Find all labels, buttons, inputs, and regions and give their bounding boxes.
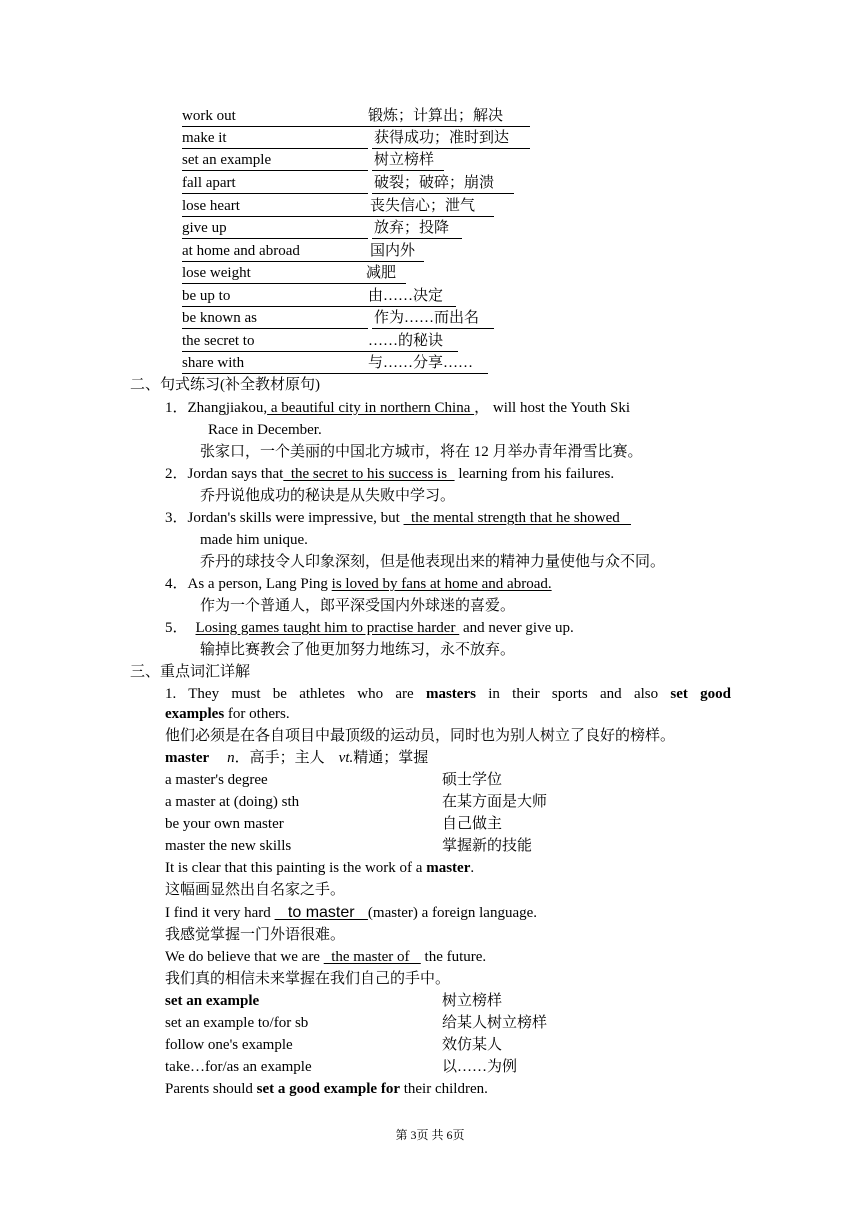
sentence-translation: 作为一个普通人，郎平深受国内外球迷的喜爱。	[200, 598, 516, 614]
phrase-row	[182, 196, 542, 218]
example-translation: 我感觉掌握一门外语很难。	[165, 927, 346, 943]
sentence-translation: 乔丹的球技令人印象深刻，但是他表现出来的精神力量使他与众不同。	[200, 554, 666, 570]
sentence-text: As a person, Lang Ping	[187, 576, 332, 592]
answer-blank: the mental strength that he showed	[403, 510, 631, 526]
text: for others.	[224, 706, 290, 722]
phrase-en: share with	[182, 353, 368, 374]
phrase-row	[182, 308, 542, 330]
example-sentence	[165, 1079, 488, 1099]
sentence-text: Jordan's skills were impressive, but	[187, 510, 404, 526]
headword: master	[165, 750, 210, 766]
sentence-text: ， will host the Youth Ski	[474, 400, 630, 416]
example-sentence	[165, 858, 474, 878]
phrase-zh: 效仿某人	[442, 1037, 503, 1053]
sentence-text: and never give up.	[459, 620, 574, 636]
headword-zh: 树立榜样	[442, 993, 503, 1009]
sentence-2	[165, 464, 614, 484]
sentence-5	[165, 618, 574, 638]
phrase-row	[182, 150, 542, 172]
phrase-en: fall apart	[182, 173, 368, 194]
phrase-zh: 自己做主	[442, 816, 503, 832]
text: in their sports and also	[475, 686, 671, 702]
example-sentence	[165, 947, 486, 967]
sentence-text: Jordan says that	[187, 466, 284, 482]
phrase-zh: 放弃；投降	[372, 218, 462, 239]
phrase-row	[182, 286, 542, 308]
text: We do believe that we are	[165, 949, 324, 965]
phrase-zh: 丧失信心；泄气	[368, 196, 494, 217]
phrase-en: master the new skills	[165, 838, 292, 854]
phrase-row	[182, 353, 542, 375]
sentence-4	[165, 574, 552, 594]
phrase-zh: 以……为例	[442, 1059, 518, 1075]
phrase-en: take…for/as an example	[165, 1059, 312, 1075]
sentence-3	[165, 508, 631, 528]
phrase-row	[182, 106, 542, 128]
sentence-text: learning from his failures.	[454, 466, 615, 482]
answer-blank: a beautiful city in northern China	[267, 400, 475, 416]
section-heading: 三、重点词汇详解	[130, 664, 251, 680]
text: Parents should	[165, 1081, 257, 1097]
phrase-en: the secret to	[182, 331, 368, 352]
example-sentence	[165, 903, 537, 923]
text: I find it very hard	[165, 905, 275, 921]
phrase-zh: 掌握新的技能	[442, 838, 533, 854]
vocab-entry-set-an-example	[165, 991, 259, 1011]
sentence-number: 4．	[165, 576, 188, 592]
example-translation: 我们真的相信未来掌握在我们自己的手中。	[165, 971, 451, 987]
example-translation: 这幅画显然出自名家之手。	[165, 882, 346, 898]
sentence-number: 2．	[165, 466, 188, 482]
vocab-translation: 他们必须是在各自项目中最顶级的运动员，同时也为别人树立了良好的榜样。	[165, 728, 676, 744]
sentence-text: Zhangjiakou,	[187, 400, 268, 416]
phrase-zh: 硕士学位	[442, 772, 503, 788]
sentence-translation: 输掉比赛教会了他更加努力地练习，永不放弃。	[200, 642, 516, 658]
phrase-zh: 获得成功；准时到达	[372, 128, 530, 149]
phrase-en: set an example to/for sb	[165, 1015, 309, 1031]
answer-blank: to master	[274, 904, 368, 921]
part-of-speech: n	[227, 750, 235, 766]
sentence-number: 5．	[165, 620, 188, 636]
phrase-zh: 与……分享……	[366, 353, 488, 374]
sentence-number: 3．	[165, 510, 188, 526]
bold-word: masters	[425, 686, 476, 702]
phrase-en: a master's degree	[165, 772, 268, 788]
text: It is clear that this painting is the work of a	[165, 860, 427, 876]
sentence-translation: 张家口，一个美丽的中国北方城市，将在 12 月举办青年滑雪比赛。	[200, 444, 643, 460]
sentence-1	[165, 398, 630, 418]
phrase-en: make it	[182, 128, 368, 149]
phrase-row	[182, 218, 542, 240]
section-heading: 二、句式练习(补全教材原句)	[130, 377, 320, 393]
bold-word: master	[426, 860, 471, 876]
headword: set an example	[165, 993, 260, 1009]
sentence-continuation: made him unique.	[200, 532, 308, 548]
phrase-row	[182, 241, 542, 263]
phrase-en: lose weight	[182, 263, 368, 284]
page-footer: 第 3页 共 6页	[395, 1128, 465, 1142]
phrase-en: follow one's example	[165, 1037, 293, 1053]
text: .	[470, 860, 475, 876]
answer-blank: Losing games taught him to practise harder	[195, 620, 460, 636]
phrase-zh: 锻炼；计算出；解决	[366, 106, 530, 127]
phrase-zh: ……的秘诀	[366, 331, 458, 352]
phrase-zh: 树立榜样	[372, 150, 444, 171]
phrase-zh: 破裂；破碎；崩溃	[372, 173, 514, 194]
phrase-zh: 国内外	[368, 241, 424, 262]
sentence-continuation: Race in December.	[208, 422, 322, 438]
sentence-translation: 乔丹说他成功的秘诀是从失败中学习。	[200, 488, 456, 504]
sentence-number: 1．	[165, 400, 188, 416]
phrase-row	[182, 263, 542, 285]
part-of-speech: vt.	[338, 750, 354, 766]
answer-blank: is loved by fans at home and abroad.	[331, 576, 552, 592]
phrase-en: a master at (doing) sth	[165, 794, 300, 810]
answer-blank: the secret to his success is	[283, 466, 455, 482]
phrase-row	[182, 331, 542, 353]
bold-word: set a good example for	[256, 1081, 400, 1097]
phrase-zh: 减肥	[364, 263, 406, 284]
phrase-en: be known as	[182, 308, 368, 329]
phrase-zh: 作为……而出名	[372, 308, 494, 329]
vocab-entry-master	[165, 748, 428, 768]
text: (master) a foreign language.	[367, 905, 538, 921]
phrase-en: set an example	[182, 150, 368, 171]
phrase-zh: 给某人树立榜样	[442, 1015, 548, 1031]
answer-blank: the master of	[323, 949, 421, 965]
definition: ．高手；主人	[234, 750, 325, 766]
vocab-example-cont	[165, 704, 290, 724]
vocab-example	[165, 684, 731, 704]
bold-word: examples	[165, 706, 225, 722]
text: the future.	[420, 949, 487, 965]
phrase-en: be your own master	[165, 816, 284, 832]
phrase-en: work out	[182, 106, 368, 127]
text: 1. They must be athletes who are	[165, 686, 426, 702]
text: their children.	[399, 1081, 488, 1097]
phrase-en: lose heart	[182, 196, 368, 217]
phrase-zh: 在某方面是大师	[442, 794, 548, 810]
phrase-row	[182, 128, 542, 150]
phrase-en: give up	[182, 218, 368, 239]
definition: 精通；掌握	[353, 750, 429, 766]
phrase-en: at home and abroad	[182, 241, 368, 262]
bold-word: set good	[670, 686, 731, 702]
phrase-row	[182, 173, 542, 195]
phrase-zh: 由……决定	[366, 286, 456, 307]
phrase-en: be up to	[182, 286, 368, 307]
